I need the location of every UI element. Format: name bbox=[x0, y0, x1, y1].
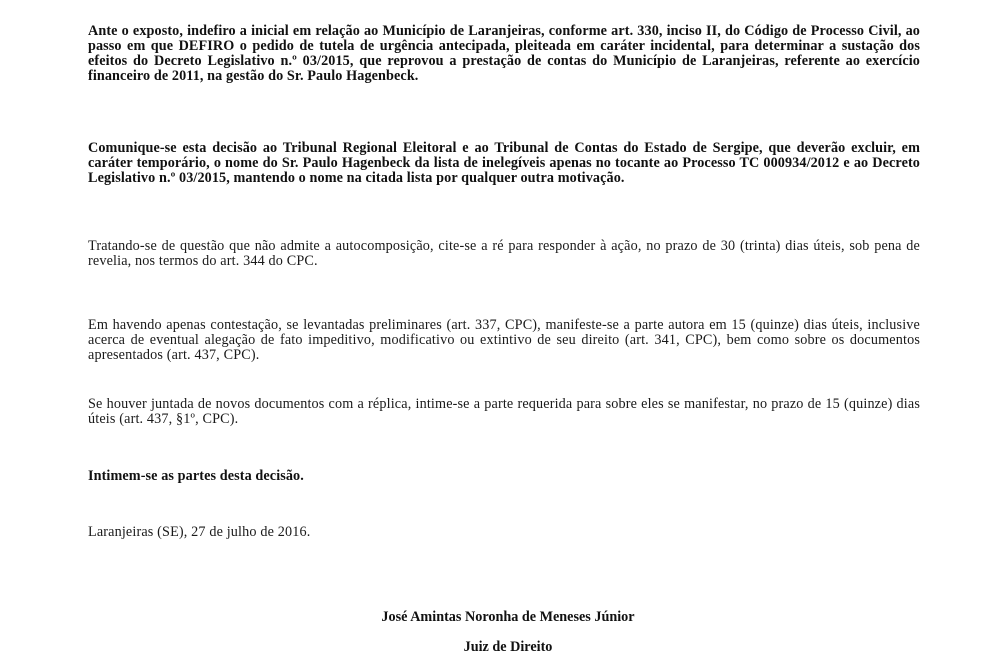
paragraph-communication-order: Comunique-se esta decisão ao Tribunal Regional Eleitoral e ao Tribunal de Contas do Estado de Sergipe, que deverão excluir, em caráter temporário, o nome do Sr. Paulo Hagenbeck da lista de inelegíveis apenas no tocante ao Processo TC 000934/2012 e ao Decreto Legislativo n.º 03/2015, mantendo o nome na citada lista por qualquer outra motivação. bbox=[88, 140, 920, 187]
signatory-name: José Amintas Noronha de Meneses Júnior bbox=[381, 609, 635, 625]
paragraph-contestation: Em havendo apenas contestação, se levantadas preliminares (art. 337, CPC), manifeste-se a parte autora em 15 (quinze) dias úteis, inclusive acerca de eventual alegação de fato impeditivo, modificativo ou extintivo de seu direito (art. 341, CPC), bem como sobre os documentos apresentados (art. 437, CPC). bbox=[88, 317, 920, 364]
paragraph-notify-parties: Intimem-se as partes desta decisão. bbox=[88, 468, 304, 484]
paragraph-citation: Tratando-se de questão que não admite a autocomposição, cite-se a ré para responder à ação, no prazo de 30 (trinta) dias úteis, sob pena de revelia, nos termos do art. 344 do CPC. bbox=[88, 238, 920, 270]
paragraph-ruling: Ante o exposto, indefiro a inicial em relação ao Município de Laranjeiras, conforme art. 330, inciso II, do Código de Processo Civil, ao passo em que DEFIRO o pedido de tutela de urgência antecipada, pleiteada em caráter incidental, para determinar a sustação dos efeitos do Decreto Legislativo n.º 03/2015, que reprovou a prestação de contas do Município de Laranjeiras, referente ao exercício financeiro de 2011, na gestão do Sr. Paulo Hagenbeck. bbox=[88, 23, 920, 85]
paragraph-new-documents: Se houver juntada de novos documentos com a réplica, intime-se a parte requerida para sobre eles se manifestar, no prazo de 15 (quinze) dias úteis (art. 437, §1º, CPC). bbox=[88, 396, 920, 428]
place-and-date: Laranjeiras (SE), 27 de julho de 2016. bbox=[88, 524, 311, 540]
signatory-title: Juiz de Direito bbox=[463, 639, 553, 655]
